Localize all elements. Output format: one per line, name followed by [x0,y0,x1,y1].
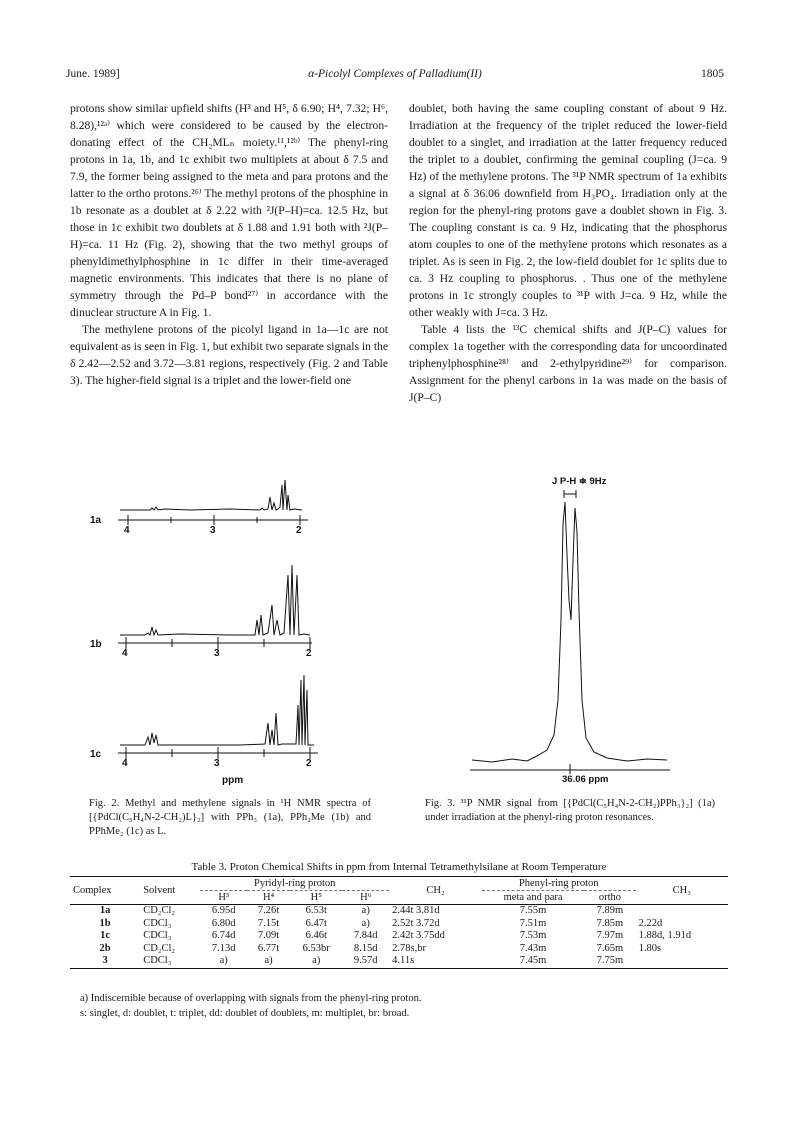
tick-4-1c: 4 [122,758,128,769]
col-solvent: Solvent [143,885,176,896]
cell [636,905,728,918]
cell: a) [264,955,273,967]
tick-2-1c: 2 [306,758,312,769]
cell: 6.46t [305,930,327,942]
col-h6: H⁶ [360,892,372,903]
figure-2-caption: Fig. 2. Methyl and methylene signals in ¹H NMR spectra of [{PdCl(C₅H₄N-2-CH₂)L}₂] with PPh₃ (1a), PPh₂Me (1b) and PPhMe₂ (1c) as L. [89,798,371,837]
header-title: α-Picolyl Complexes of Palladium(II) [308,68,482,80]
table-row [70,955,728,968]
cell: CDCl₃ [143,955,172,967]
col-h5: H⁵ [310,892,322,903]
table-footnote-a: a) Indiscernible because of overlapping with signals from the phenyl-ring proton. [80,993,422,1004]
shift-axis-label: 36.06 ppm [562,774,609,785]
col-ortho: ortho [598,892,622,903]
cell: CDCl₃ [143,930,172,942]
p31-trace [472,502,667,762]
cell: 7.84d [353,930,378,942]
cell: 1c [100,930,111,942]
coupling-bracket [564,490,576,498]
table-footnote-abbrev: s: singlet, d: doublet, t: triplet, dd: doublet of doublets, m: multiplet, br: broad. [80,1008,410,1019]
cell: 7.65m [596,942,624,954]
cell: 7.43m [519,942,547,954]
left-column [70,100,388,389]
cell: 7.85m [596,917,624,929]
cell: 2.52t 3.72d [392,917,440,929]
cell: 6.53br [302,942,330,954]
col-ch2: CH₂ [426,885,445,896]
cell: 2.22d [638,917,663,929]
tick-4-1a: 4 [124,525,130,536]
cell: a) [361,905,370,916]
ppm-axis-label: ppm [222,775,244,786]
cell: 7.53m [519,930,547,942]
cell: 8.15d [353,942,378,954]
col-h3: H³ [218,892,230,903]
spectrum-1c-trace [120,675,314,745]
page-number: 1805 [701,68,724,80]
cell: 7.51m [519,917,547,929]
cell: 7.75m [596,955,624,967]
label-1c: 1c [90,749,102,760]
cell: CDCl₃ [143,917,172,929]
cell: 6.80d [211,917,236,929]
cell: 2.44t 3.81d [392,905,440,916]
table-row [70,943,728,956]
cell: 3 [102,955,108,967]
table-3 [70,876,728,969]
cell: 2b [99,942,111,954]
cell: 7.15t [257,917,280,929]
col-meta-para: meta and para [503,892,563,903]
col-h4: H⁴ [262,892,275,903]
col-ch3: CH₃ [672,885,691,896]
coupling-label: J P-H ≑ 9Hz [552,476,607,487]
cell: CD₂Cl₂ [143,905,176,916]
cell: 6.95d [211,905,236,916]
cell: 6.74d [211,930,236,942]
cell: 1b [99,917,111,929]
label-1a: 1a [90,515,102,526]
tick-3-1b: 3 [214,648,220,659]
tick-3-1c: 3 [214,758,220,769]
cell: 2.42t 3.75dd [392,930,445,942]
table-row [70,918,728,931]
cell: 7.55m [519,905,547,916]
cell: 1a [99,905,111,916]
table-row [70,905,728,918]
figure-3-caption: Fig. 3. ³¹P NMR signal from [{PdCl(C₅H₄N-2-CH₂)PPh₃}₂] (1a) under irradiation at the phenyl-ring proton resonances. [425,798,715,823]
tick-4-1b: 4 [122,648,128,659]
figure-2-spectra [90,465,360,790]
left-paragraph-1: protons show similar upfield shifts (H³ and H⁵, δ 6.90; H⁴, 7.32; H⁶, 8.28),¹²ᵃ⁾ which were considered to be caused by the electron-donating effect of the CH₂MLₙ moiety.¹¹,¹²ᵇ⁾ The phenyl-ring protons in 1a, 1b, and 1c exhibit two multiplets at about δ 7.5 and 7.9, the former being assigned to the meta and para protons and the latter to the ortho protons.²⁶⁾ The methyl protons of the phosphine in 1b resonate as a doublet at δ 2.22 with ²J(P–H)=ca. 12.5 Hz, but those in 1c exhibit two doublets at δ 1.88 and 1.91 both with ²J(P–H)=ca. 11 Hz (Fig. 2), showing that the two methyl groups of phenyldimethylphosphine in 1c differ in their time-averaged magnetic environments. This indicates that there is no plane of symmetry through the Pd–P bond²⁷⁾ in accordance with the dinuclear structure A in Fig. 1. [70,102,388,319]
spectrum-1a-trace [120,480,302,510]
cell: a) [219,955,228,967]
right-paragraph-2: Table 4 lists the ¹³C chemical shifts and J(P–C) values for complex 1a together with the corresponding data for uncoordinated triphenylphosphine²⁸⁾ and 2-ethylpyridine²⁹⁾ for comparison. Assignment for the phenyl carbons in 1a was made on the basis of J(P–C) [409,323,727,404]
right-paragraph-1: doublet, both having the same coupling constant of about 9 Hz. Irradiation at the frequency of the triplet reduced the lower-field doublet to a singlet, and irradiation at the latter frequency reduced the triplet to a doublet, confirming the geminal coupling (J=ca. 9 Hz) of the methylene protons. The ³¹P NMR spectrum of 1a exhibits a signal at δ 36.06 downfield from H₃PO₄. Irradiation only at the region for the phenyl-ring protons gave a doublet shown in Fig. 3. The coupling constant is ca. 9 Hz, indicating that the phosphorus atom couples to one of the methylene protons which resonates as a triplet. As is seen in Fig. 2, the low-field doublet for 1c splits due to ca. 3 Hz coupling to phosphorus. . Thus one of the methylene protons in 1c strongly couples to ³¹P with J=ca. 9 Hz, while the other weakly with J=ca. 3 Hz. [409,102,727,319]
cell: 7.13d [211,942,236,954]
tick-2-1a: 2 [296,525,302,536]
cell: 7.26t [257,905,280,916]
cell [636,955,728,968]
cell: 7.09t [257,930,280,942]
cell: a) [312,955,321,967]
col-pyridyl: Pyridyl-ring proton [200,877,389,891]
figure-3-spectrum [462,470,682,785]
cell: 6.77t [257,942,280,954]
cell: 7.97m [596,930,624,942]
cell: 2.78s,br [392,942,426,954]
cell: 1.88d, 1.91d [638,930,692,942]
right-column [409,100,727,406]
cell: 4.11s [392,955,415,967]
cell: 9.57d [353,955,378,967]
label-1b: 1b [90,639,102,650]
col-phenyl: Phenyl-ring proton [482,877,636,891]
header-date: June. 1989] [66,68,120,80]
table-title: Table 3. Proton Chemical Shifts in ppm from Internal Tetramethylsilane at Room Temperature [191,861,607,873]
tick-2-1b: 2 [306,648,312,659]
tick-3-1a: 3 [210,525,216,536]
cell: 1.80s [638,942,662,954]
col-complex: Complex [73,885,112,896]
cell: a) [361,917,370,929]
cell: 7.45m [519,955,547,967]
table-row [70,930,728,943]
cell: 7.89m [596,905,624,916]
cell: 6.47t [305,917,327,929]
spectrum-1b-trace [120,565,310,635]
left-paragraph-2: The methylene protons of the picolyl ligand in 1a—1c are not equivalent as is seen in Fig. 1, but exhibit two separate signals in the δ 2.42—2.52 and 3.72—3.81 regions, respectively (Fig. 2 and Table 3). The higher-field signal is a triplet and the lower-field one [70,323,388,387]
cell: CD₂Cl₂ [143,942,176,954]
cell: 6.53t [305,905,327,916]
